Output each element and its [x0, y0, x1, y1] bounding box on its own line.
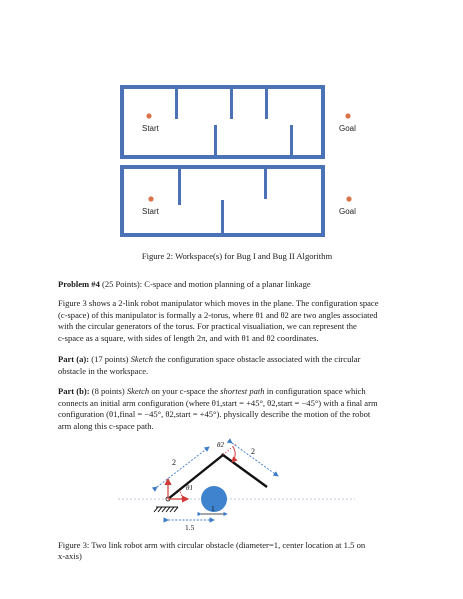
diameter-label: 1 — [211, 504, 215, 513]
theta2-label: θ2 — [217, 441, 224, 449]
part-b-line: configuration (θ1,final = −45°, θ2,start = +45°). physically describe the motion of the robot — [58, 409, 371, 420]
link1-length-label: 2 — [172, 458, 176, 467]
intro-line: c-space as a square, with sides of length 2π, and with θ1 and θ2 coordinates. — [58, 333, 319, 344]
part-a-line: the configuration space obstacle associated with the circular — [155, 354, 361, 364]
part-a-points: (17 points) — [91, 354, 129, 364]
ground-hatch-icon — [154, 507, 178, 512]
link-2 — [223, 455, 267, 487]
problem-points: (25 Points): — [102, 279, 143, 289]
part-b-verb: Sketch — [126, 386, 150, 396]
part-a-verb: Sketch — [130, 354, 153, 364]
theta1-label: θ1 — [186, 484, 193, 492]
part-a-label: Part (a): — [58, 354, 90, 364]
maze-bottom-start-label: Start — [142, 207, 159, 216]
maze-top-goal-label: Goal — [339, 124, 356, 133]
part-a-line: obstacle in the workspace. — [58, 365, 149, 376]
maze-top-start-label: Start — [142, 124, 159, 133]
intro-line: with the circular generators of the torus. For practical visualiation, we can represent the — [58, 321, 357, 332]
theta2-arc — [232, 447, 235, 462]
intro-line: (c-space) of this manipulator is formally a 2-torus, where θ1 and θ2 are two angles associated — [58, 309, 378, 320]
maze-bottom-goal-label: Goal — [339, 207, 356, 216]
center-offset-label: 1.5 — [185, 523, 195, 532]
part-b-points: (8 points) — [91, 386, 125, 396]
part-b-line: in configuration space which — [266, 386, 366, 396]
figure3-caption-line: Figure 3: Two link robot arm with circular obstacle (diameter=1, center location at 1.5 on — [58, 540, 366, 550]
part-b-emphasis: shortest path — [220, 386, 265, 396]
link2-length-label: 2 — [251, 447, 255, 456]
part-b-line: on your c-space the — [151, 386, 218, 396]
part-b-label: Part (b): — [58, 386, 90, 396]
problem-title: C-space and motion planning of a planar linkage — [144, 279, 311, 289]
intro-line: Figure 3 shows a 2-link robot manipulator which moves in the plane. The configuration space — [58, 298, 379, 308]
problem-number: Problem #4 — [58, 279, 100, 289]
link1-dimension-line — [157, 447, 209, 487]
link2-dimension-line — [232, 443, 278, 476]
figure3-caption-line: x-axis) — [58, 551, 82, 561]
part-b-line: arm along this c-space path. — [58, 421, 154, 432]
figure3-caption — [58, 540, 416, 562]
figure2-caption: Figure 2: Workspace(s) for Bug I and Bug II Algorithm — [141, 251, 333, 261]
part-b-line: connects an initial arm configuration (where θ1,start = +45°, θ2,start = −45°) with a final arm — [58, 397, 378, 408]
